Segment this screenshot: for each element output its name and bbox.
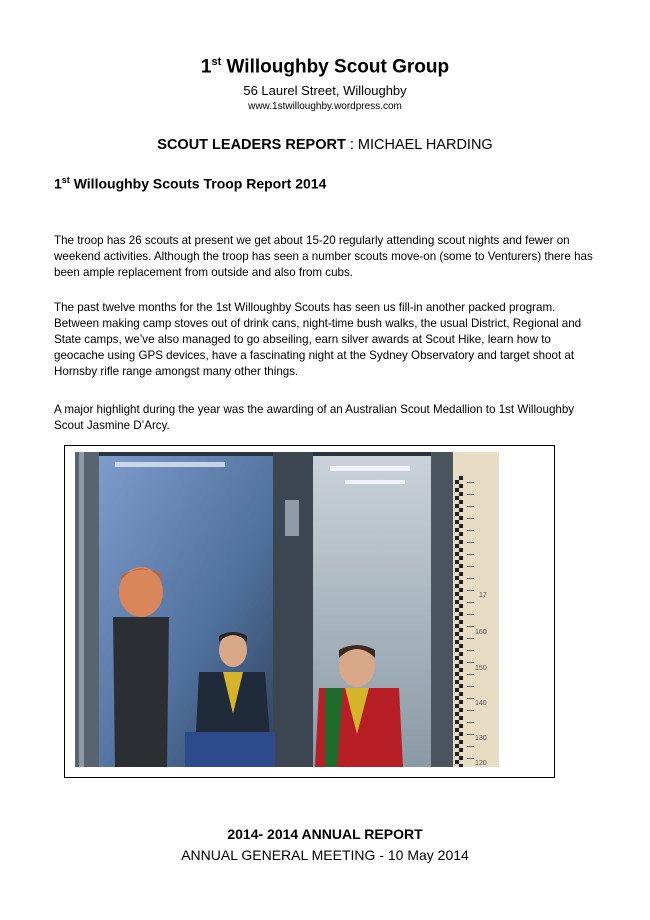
scale-tick	[455, 736, 459, 740]
scale-line	[467, 614, 474, 615]
scale-tick	[459, 532, 463, 536]
scale-tick	[455, 520, 459, 524]
scale-tick	[459, 716, 463, 720]
scale-line	[467, 554, 474, 555]
scale-tick	[455, 592, 459, 596]
scout-standing	[113, 567, 169, 767]
paragraph-program: The past twelve months for the 1st Willoughby Scouts has seen us fill-in another packed program. Between making camp stoves out of drink cans, night-time bush walks, the usual District, Regional and State camps, we’ve also managed to go abseiling, earn silver awards at Scout Hike, learn how to geocache using GPS devices, have a fascinating night at the Sydney Observatory and target shoot at Hornsby rifle range amongst many other things.	[54, 301, 582, 378]
scale-tick	[459, 500, 463, 504]
scale-tick	[459, 740, 463, 744]
scale-tick	[459, 684, 463, 688]
scale-tick	[455, 656, 459, 660]
scale-tick	[455, 480, 459, 484]
scale-tick	[455, 616, 459, 620]
scale-tick	[459, 516, 463, 520]
scale-tick	[459, 692, 463, 696]
scale-tick	[459, 540, 463, 544]
scale-tick	[459, 564, 463, 568]
scale-line	[467, 530, 474, 531]
door-frame	[273, 452, 313, 767]
scale-tick	[455, 744, 459, 748]
scale-tick	[455, 720, 459, 724]
scale-line	[467, 758, 474, 759]
scale-line	[467, 662, 474, 663]
scale-tick	[455, 560, 459, 564]
scale-line	[467, 494, 474, 495]
scale-tick	[455, 584, 459, 588]
scale-line	[467, 566, 474, 567]
scale-line	[467, 602, 474, 603]
scale-tick	[455, 632, 459, 636]
scale-tick	[455, 528, 459, 532]
scale-tick	[459, 484, 463, 488]
title-text: Willoughby Scout Group	[221, 56, 450, 78]
leader-name: MICHAEL HARDING	[357, 137, 493, 153]
scale-label: 130	[475, 735, 487, 742]
scale-tick	[459, 572, 463, 576]
scale-tick	[455, 504, 459, 508]
address: 56 Laurel Street, Willoughby	[243, 83, 407, 98]
scale-label: 120	[475, 760, 487, 767]
scale-tick	[459, 588, 463, 592]
scale-tick	[455, 728, 459, 732]
scale-tick	[459, 668, 463, 672]
scale-tick	[459, 748, 463, 752]
scale-tick	[455, 760, 459, 764]
paragraph-troop: The troop has 26 scouts at present we get about 15-20 regularly attending scout nights and fewer on weekend activities. Although the troop has seen a number scouts move-on (some to Venturers) there has been ample replacement from outside and also from cubs.	[54, 234, 593, 279]
scale-label: 17	[479, 592, 487, 599]
footer-annual-report: 2014- 2014 ANNUAL REPORT	[227, 826, 423, 842]
paragraph-highlight: A major highlight during the year was the awarding of an Australian Scout Medallion to 1st Willoughby Scout Jasmine D’Arcy.	[54, 403, 575, 432]
scale-tick	[455, 672, 459, 676]
scale-tick	[455, 568, 459, 572]
scale-tick	[459, 508, 463, 512]
scale-tick	[459, 724, 463, 728]
scale-label: 150	[475, 665, 487, 672]
scale-tick	[459, 596, 463, 600]
section-heading	[54, 175, 326, 192]
scale-tick	[459, 676, 463, 680]
scale-tick	[459, 612, 463, 616]
title-ordinal-suffix: st	[211, 56, 222, 68]
scale-tick	[455, 712, 459, 716]
scale-tick	[455, 704, 459, 708]
scale-tick	[455, 512, 459, 516]
scale-tick	[459, 700, 463, 704]
scale-tick	[459, 764, 463, 767]
scale-line	[467, 626, 474, 627]
scale-tick	[459, 756, 463, 760]
heading-ordinal: 1	[54, 175, 62, 192]
leader-label: SCOUT LEADERS REPORT	[157, 137, 346, 153]
scale-line	[467, 542, 474, 543]
scale-tick	[459, 620, 463, 624]
scale-tick	[455, 664, 459, 668]
scale-tick	[459, 580, 463, 584]
heading-ordinal-suffix: st	[61, 175, 70, 185]
scale-line	[467, 710, 474, 711]
scale-tick	[455, 496, 459, 500]
scale-line	[467, 638, 474, 639]
scale-tick	[459, 660, 463, 664]
scale-tick	[455, 576, 459, 580]
scale-line	[467, 518, 474, 519]
scale-tick	[459, 636, 463, 640]
scale-tick	[459, 644, 463, 648]
document-title	[0, 56, 650, 78]
leader-separator: :	[345, 137, 358, 153]
scale-tick	[459, 556, 463, 560]
scale-tick	[455, 680, 459, 684]
scouts-photo	[75, 452, 499, 767]
scale-line	[467, 590, 474, 591]
scale-line	[467, 686, 474, 687]
scale-tick	[455, 696, 459, 700]
scale-line	[467, 698, 474, 699]
footer-agm: ANNUAL GENERAL MEETING - 10 May 2014	[181, 847, 469, 863]
website: www.1stwilloughby.wordpress.com	[248, 101, 402, 112]
scale-tick	[455, 640, 459, 644]
scale-tick	[459, 708, 463, 712]
scale-line	[467, 578, 474, 579]
scale-label: 160	[475, 629, 487, 636]
scale-tick	[455, 544, 459, 548]
scale-tick	[455, 608, 459, 612]
scale-tick	[459, 548, 463, 552]
scale-line	[467, 746, 474, 747]
title-ordinal: 1	[200, 56, 212, 78]
scale-tick	[455, 648, 459, 652]
scale-tick	[459, 492, 463, 496]
scale-line	[467, 482, 474, 483]
scale-tick	[459, 604, 463, 608]
heading-text: Willoughby Scouts Troop Report 2014	[69, 175, 327, 192]
scale-line	[467, 506, 474, 507]
scale-tick	[459, 476, 463, 480]
scale-tick	[455, 688, 459, 692]
scale-line	[467, 674, 474, 675]
scale-tick	[455, 488, 459, 492]
scale-line	[467, 650, 474, 651]
scale-tick	[459, 732, 463, 736]
scale-label: 140	[475, 700, 487, 707]
scale-tick	[455, 536, 459, 540]
scale-tick	[459, 628, 463, 632]
photo-frame	[64, 445, 555, 778]
scale-line	[467, 722, 474, 723]
scale-tick	[455, 624, 459, 628]
scale-tick	[455, 600, 459, 604]
scale-line	[467, 734, 474, 735]
scale-tick	[459, 652, 463, 656]
leader-line	[0, 137, 650, 153]
scale-tick	[459, 524, 463, 528]
scale-tick	[455, 552, 459, 556]
scale-tick	[455, 752, 459, 756]
